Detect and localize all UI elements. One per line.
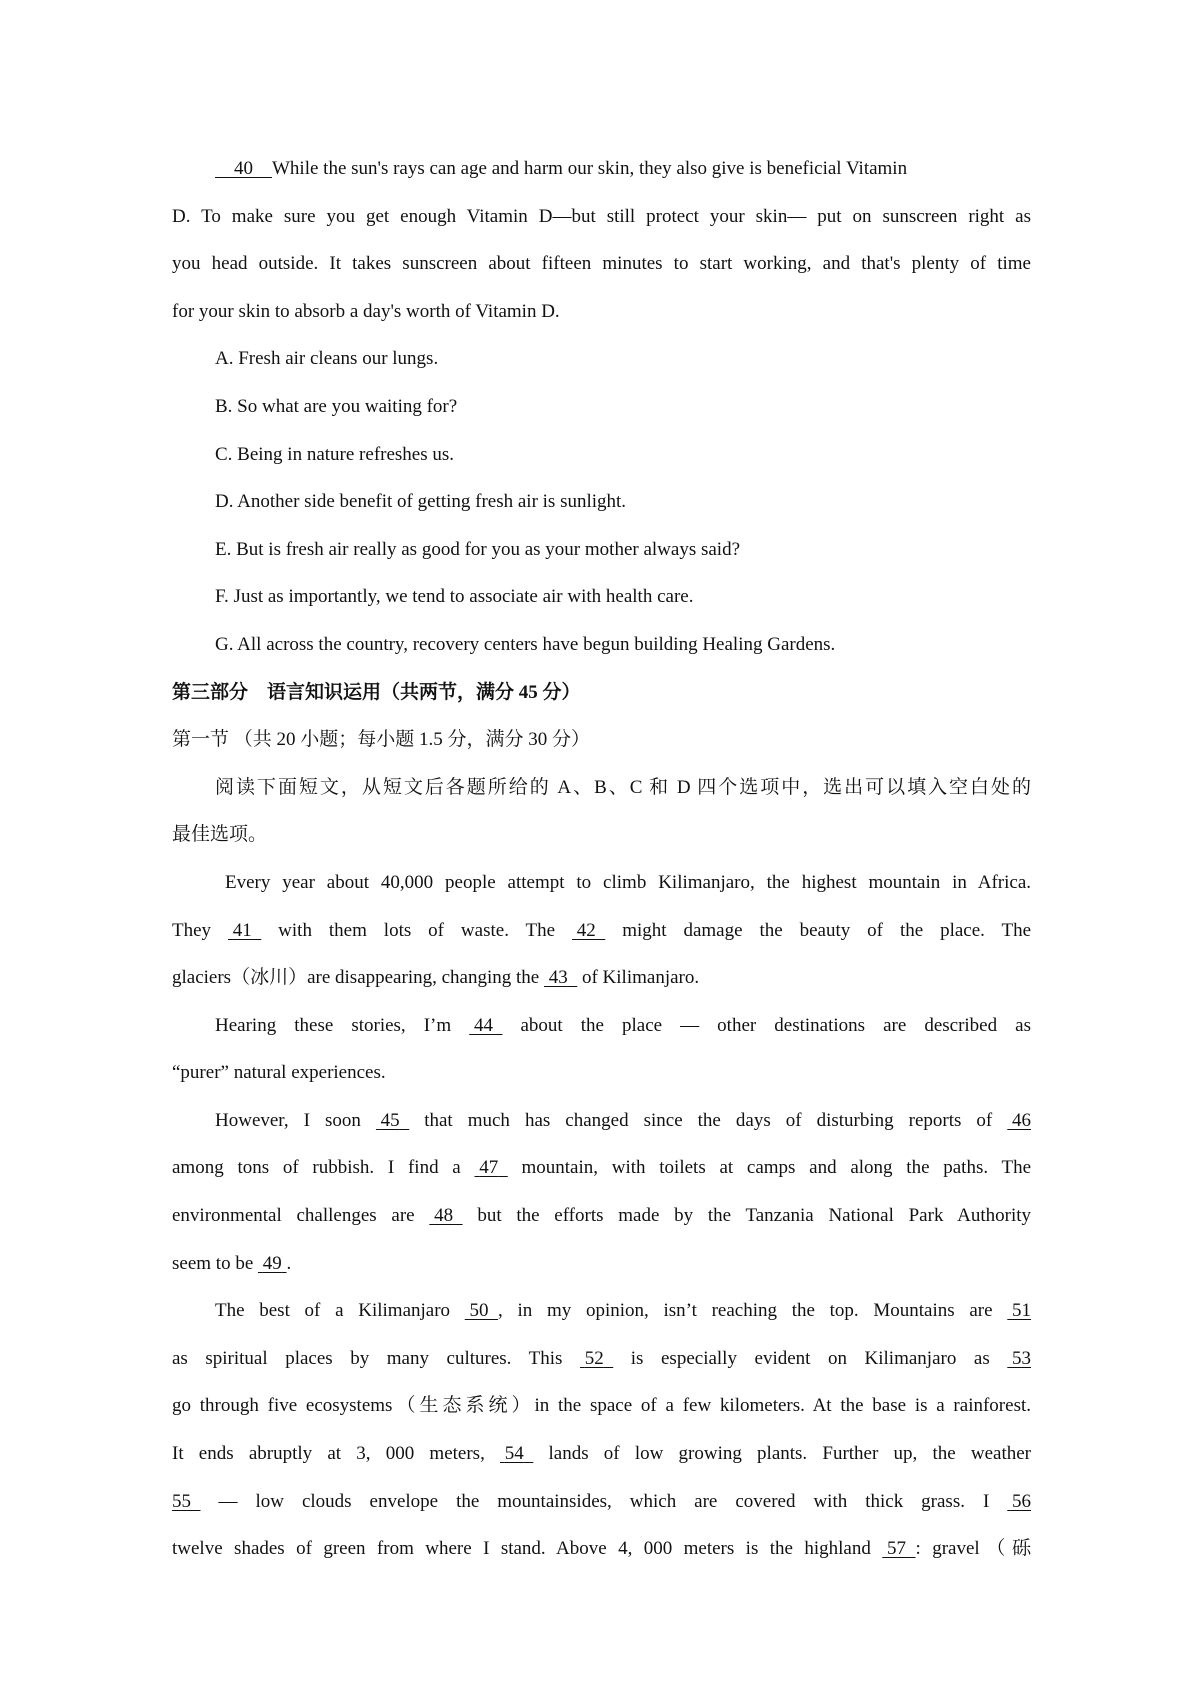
answer-blank[interactable]: 42: [576, 919, 596, 941]
answer-blank[interactable]: 51: [1012, 1300, 1032, 1322]
answer-blank[interactable]: 57: [887, 1538, 907, 1560]
cloze-line: glaciers（冰川）are disappearing, changing the 43 of Kilimanjaro.: [172, 959, 1031, 1007]
answer-blank[interactable]: 49: [262, 1252, 282, 1274]
page-content: [172, 150, 1031, 1578]
cloze-line: twelve shades of green from where I stand. Above 4, 000 meters is the highland 57 : gravel（砾: [172, 1530, 1031, 1578]
section1-heading: 第一节 （共 20 小题；每小题 1.5 分，满分 30 分）: [172, 729, 591, 751]
answer-blank[interactable]: 41: [232, 919, 252, 941]
answer-blank[interactable]: 40: [234, 158, 253, 179]
answer-blank[interactable]: 50: [469, 1300, 489, 1322]
cloze-line: They 41 with them lots of waste. The 42 might damage the beauty of the place. The: [172, 912, 1031, 960]
answer-blank[interactable]: 47: [479, 1157, 499, 1179]
answer-blank[interactable]: 44: [473, 1014, 493, 1036]
instructions-line: 最佳选项。: [172, 824, 268, 846]
cloze-line: However, I soon 45 that much has changed since the days of disturbing reports of 46: [172, 1102, 1031, 1150]
answer-blank[interactable]: 53: [1012, 1347, 1032, 1369]
instructions-line: 阅读下面短文，从短文后各题所给的 A、B、C 和 D 四个选项中，选出可以填入空白处的: [215, 776, 1031, 798]
cloze-line: environmental challenges are 48 but the efforts made by the Tanzania National Park Authority: [172, 1197, 1031, 1245]
option-a: A. Fresh air cleans our lungs.: [215, 348, 439, 370]
passage-line: D. To make sure you get enough Vitamin D—but still protect your skin— put on sunscreen right as: [172, 205, 1031, 227]
answer-blank[interactable]: 54: [504, 1443, 524, 1465]
option-g: G. All across the country, recovery centers have begun building Healing Gardens.: [215, 633, 836, 655]
cloze-line: Hearing these stories, I’m 44 about the place — other destinations are described as: [172, 1007, 1031, 1055]
cloze-line: among tons of rubbish. I find a 47 mountain, with toilets at camps and along the paths. The: [172, 1149, 1031, 1197]
cloze-line: “purer” natural experiences.: [172, 1062, 386, 1084]
passage-text: While the sun's rays can age and harm our skin, they also give is beneficial Vitamin: [272, 158, 908, 179]
option-e: E. But is fresh air really as good for you as your mother always said?: [215, 538, 741, 560]
answer-blank[interactable]: 52: [584, 1347, 604, 1369]
answer-blank[interactable]: 46: [1012, 1109, 1032, 1131]
cloze-line: seem to be 49 .: [172, 1245, 1031, 1293]
option-f: F. Just as importantly, we tend to associate air with health care.: [215, 586, 694, 608]
answer-blank[interactable]: 56: [1012, 1490, 1032, 1512]
answer-blank[interactable]: 43: [548, 967, 568, 989]
passage-line: you head outside. It takes sunscreen about fifteen minutes to start working, and that's plenty of time: [172, 253, 1031, 275]
cloze-line: go through five ecosystems（生态系统）in the space of a few kilometers. At the base is a rainforest.: [172, 1395, 1031, 1417]
cloze-line: as spiritual places by many cultures. This 52 is especially evident on Kilimanjaro as 53: [172, 1340, 1031, 1388]
part3-heading: 第三部分 语言知识运用（共两节，满分 45 分）: [172, 681, 581, 703]
option-d: D. Another side benefit of getting fresh air is sunlight.: [215, 491, 627, 513]
cloze-line: The best of a Kilimanjaro 50 , in my opinion, isn’t reaching the top. Mountains are 51: [172, 1292, 1031, 1340]
passage-line: for your skin to absorb a day's worth of Vitamin D.: [172, 300, 560, 322]
passage-line: [172, 150, 1031, 198]
cloze-line: It ends abruptly at 3, 000 meters, 54 lands of low growing plants. Further up, the weather: [172, 1435, 1031, 1483]
cloze-line: 55 — low clouds envelope the mountainsides, which are covered with thick grass. I 56: [172, 1483, 1031, 1531]
option-b: B. So what are you waiting for?: [215, 395, 458, 417]
answer-blank[interactable]: 48: [434, 1205, 454, 1227]
answer-blank[interactable]: 45: [380, 1109, 400, 1131]
option-c: C. Being in nature refreshes us.: [215, 443, 455, 465]
cloze-line: Every year about 40,000 people attempt to climb Kilimanjaro, the highest mountain in Africa.: [225, 871, 1031, 893]
answer-blank[interactable]: 55: [172, 1490, 191, 1512]
